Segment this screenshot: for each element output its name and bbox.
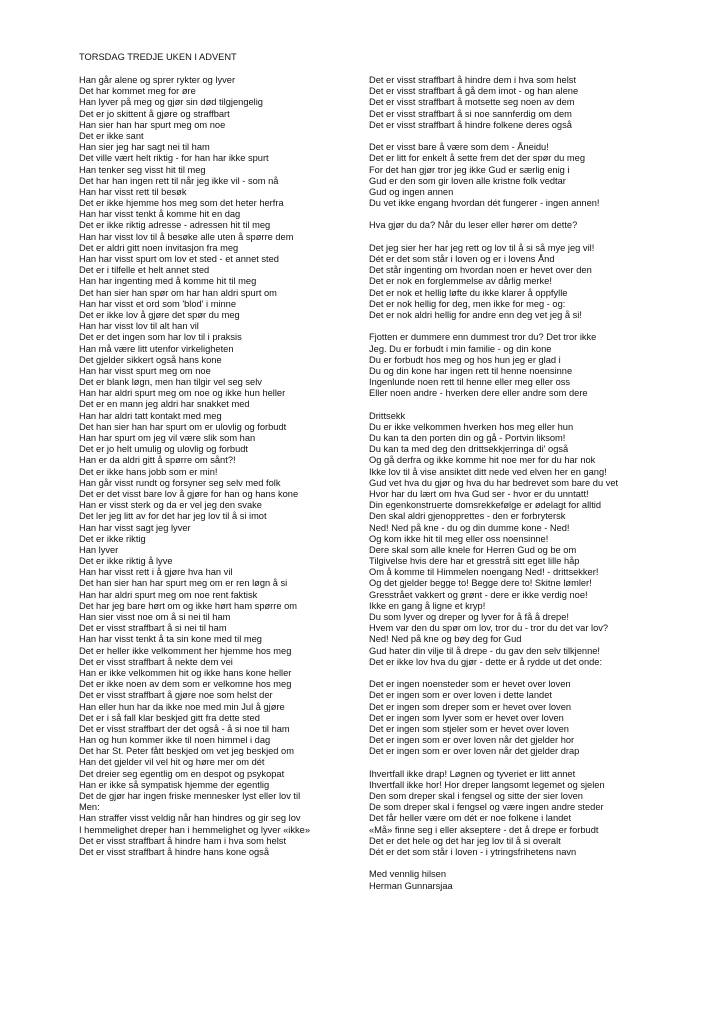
text-line: Det er ikke riktig adresse - adressen hit til meg bbox=[79, 220, 271, 231]
text-line: For det han gjør tror jeg ikke Gud er særlig enig i bbox=[369, 164, 570, 175]
text-line: Gresstrået vakkert og grønt - dere er ikke verdig noe! bbox=[369, 589, 588, 600]
text-line: Men: bbox=[79, 802, 100, 813]
text-line: Han er da aldri gitt å spørre om sånt?! bbox=[79, 455, 236, 466]
text-line: Med vennlig hilsen bbox=[369, 869, 447, 880]
text-line: Det har St. Peter fått beskjed om vet jeg beskjed om bbox=[79, 746, 294, 757]
text-line: Gud og ingen annen bbox=[369, 186, 454, 197]
text-line: Han og hun kommer ikke til noen himmel i dag bbox=[79, 735, 271, 746]
text-line: Det er ikke hans jobb som er min! bbox=[79, 466, 218, 477]
text-line: Hva gjør du da? Når du leser eller hører om dette? bbox=[369, 220, 578, 231]
text-line: Han har visst lov til å besøke alle uten å spørre dem bbox=[79, 231, 294, 242]
text-line: Han har visst lov til alt han vil bbox=[79, 321, 199, 332]
text-line: Han sier visst noe om å si nei til ham bbox=[79, 612, 231, 622]
text-line: Han det gjelder vil vel hit og høre mer om dét bbox=[79, 757, 265, 768]
text-line: Det er visst straffbart å gjøre noe som helst der bbox=[79, 690, 273, 701]
text-line: Han går alene og sprer rykter og lyver bbox=[79, 75, 236, 85]
text-line: Han har visst tenkt å komme hit en dag bbox=[79, 209, 241, 220]
text-line: Det er ikke riktig å lyve bbox=[79, 556, 173, 567]
text-line: Han har visst rett i å gjøre hva han vil bbox=[79, 567, 233, 578]
text-line: Det er det ingen som har lov til i praksis bbox=[79, 332, 242, 343]
text-line: Han straffer visst veldig når han hindres og gir seg lov bbox=[79, 813, 301, 824]
blank-line bbox=[369, 321, 649, 332]
text-line: Han har visst spurt meg om noe bbox=[79, 365, 211, 376]
text-line: Det har jeg bare hørt om og ikke hørt ham spørre om bbox=[79, 600, 298, 611]
text-line: Din egenkonstruerte domsrekkefølge er ødelagt for alltid bbox=[369, 500, 602, 511]
text-line: Gud er den som gir loven alle kristne folk vedtar bbox=[369, 175, 566, 186]
text-line: Du som lyver og dreper og lyver for å få å drepe! bbox=[369, 612, 569, 622]
text-line: Det han sier han spør om har han aldri spurt om bbox=[79, 287, 277, 298]
text-line: Han har visst sagt jeg lyver bbox=[79, 522, 191, 533]
text-line: Han eller hun har da ikke noe med min Jul å gjøre bbox=[79, 701, 285, 712]
page-title: TORSDAG TREDJE UKEN I ADVENT bbox=[79, 52, 237, 62]
text-line: Det ler jeg litt av for det har jeg lov til å si imot bbox=[79, 511, 267, 522]
text-line: Herman Gunnarsjaa bbox=[369, 880, 453, 891]
text-line: Han har visst et ord som 'blod' i minne bbox=[79, 298, 237, 309]
text-line: Det er det visst bare lov å gjøre for han og hans kone bbox=[79, 488, 299, 499]
right-column bbox=[369, 75, 649, 892]
text-line: Det er en mann jeg aldri har snakket med bbox=[79, 399, 250, 410]
text-line: Han har ingenting med å komme hit til meg bbox=[79, 276, 257, 287]
text-line: Det er visst straffbart å motsette seg noen av dem bbox=[369, 97, 575, 108]
text-line: Det de gjør har ingen friske mennesker lyst eller lov til bbox=[79, 791, 301, 801]
blank-line bbox=[369, 232, 649, 243]
text-line: Det er det hele og det har jeg lov til å si overalt bbox=[369, 835, 561, 846]
blank-line bbox=[369, 668, 649, 679]
text-line: Det er ikke hjemme hos meg som det heter herfra bbox=[79, 198, 284, 209]
text-line: Det er jo helt umulig og ulovlig og forbudt bbox=[79, 444, 248, 455]
text-line: Det er ingen som lyver som er hevet over loven bbox=[369, 712, 564, 723]
text-line: Det er ingen som er over loven når det gjelder drap bbox=[369, 746, 580, 757]
text-line: Det er nok hellig for deg, men ikke for meg - og: bbox=[369, 298, 566, 309]
text-line: Gud hater din vilje til å drepe - du gav den selv tilkjenne! bbox=[369, 645, 601, 656]
text-line: Og kom ikke hit til meg eller oss noensinne! bbox=[369, 533, 549, 544]
text-line: Det er visst straffbart å hindre dem i hva som helst bbox=[369, 75, 577, 85]
blank-line bbox=[369, 399, 649, 410]
text-line: Det har kommet meg for øre bbox=[79, 86, 196, 97]
text-line: Den skal aldri gjenopprettes - den er forbrytersk bbox=[369, 511, 566, 522]
text-line: Han er ikke så sympatisk hjemme der egentlig bbox=[79, 779, 270, 790]
text-line: Ikke lov til å vise ansiktet ditt nede ved elven her en gang! bbox=[369, 466, 607, 477]
text-line: Om å komme til Himmelen noengang Ned! - drittsekker! bbox=[369, 567, 599, 578]
text-line: Fjotten er dummere enn dummest tror du? Det tror ikke bbox=[369, 332, 597, 343]
text-line: Det ville vært helt riktig - for han har ikke spurt bbox=[79, 153, 269, 164]
text-line: Det er visst straffbart å hindre ham i hva som helst bbox=[79, 835, 287, 846]
text-line: Han er ikke velkommen hit og ikke hans kone heller bbox=[79, 667, 292, 678]
text-line: Det er i tilfelle et helt annet sted bbox=[79, 265, 210, 276]
text-line: Det han sier han har spurt meg om er ren løgn å si bbox=[79, 578, 288, 589]
text-line: Han har aldri spurt meg om noe rent faktisk bbox=[79, 589, 258, 600]
text-line: Det gjelder sikkert også hans kone bbox=[79, 354, 222, 365]
text-line: Det er nok en forglemmelse av dårlig merke! bbox=[369, 276, 552, 287]
text-line: Hvor har du lært om hva Gud ser - hvor er du unntatt! bbox=[369, 488, 589, 499]
blank-line bbox=[369, 209, 649, 220]
text-line: Han sier jeg har sagt nei til ham bbox=[79, 142, 210, 153]
text-line: Gud vet hva du gjør og hva du har bedrevet som bare du vet bbox=[369, 477, 619, 488]
text-line: Det er visst straffbart å gå dem imot - og han alene bbox=[369, 86, 579, 97]
text-line: Han tenker seg visst hit til meg bbox=[79, 164, 206, 175]
text-line: Han må være litt utenfor virkeligheten bbox=[79, 343, 234, 354]
text-line: Det jeg sier her har jeg rett og lov til å si så mye jeg vil! bbox=[369, 242, 595, 253]
text-line: Det er blank løgn, men han tilgir vel seg selv bbox=[79, 377, 262, 388]
text-line: Han er visst sterk og da er vel jeg den svake bbox=[79, 500, 262, 511]
text-line: Det er ikke riktig bbox=[79, 533, 146, 544]
text-line: Det er ikke noen av dem som er velkomne hos meg bbox=[79, 679, 292, 690]
blank-line bbox=[369, 757, 649, 768]
blank-line bbox=[369, 131, 649, 142]
text-line: Han har aldri spurt meg om noe og ikke hun heller bbox=[79, 388, 286, 399]
text-line: Det er ikke lov å gjøre det spør du meg bbox=[79, 309, 240, 320]
text-line: De som dreper skal i fengsel og være ingen andre steder bbox=[369, 802, 604, 813]
text-line: Dere skal som alle knele for Herren Gud og be om bbox=[369, 544, 577, 555]
text-line: Du vet ikke engang hvordan dét fungerer - ingen annen! bbox=[369, 198, 600, 209]
text-line: Det får heller være om dét er noe folkene i landet bbox=[369, 813, 572, 824]
text-line: Det er aldri gitt noen invitasjon fra meg bbox=[79, 242, 239, 253]
text-line: Det er heller ikke velkomment her hjemme hos meg bbox=[79, 645, 292, 656]
text-line: Det er ikke lov hva du gjør - dette er å rydde ut det onde: bbox=[369, 656, 603, 667]
text-line: Det er ingen som er over loven i dette landet bbox=[369, 690, 552, 701]
text-line: Du er ikke velkommen hverken hos meg eller hun bbox=[369, 421, 574, 432]
text-line: Han lyver bbox=[79, 544, 119, 555]
text-line: Det er jo skittent å gjøre og straffbart bbox=[79, 108, 230, 119]
text-line: Det er nok aldri hellig for andre enn deg vet jeg å si! bbox=[369, 309, 582, 320]
left-column bbox=[79, 75, 359, 858]
text-line: Eller noen andre - hverken dere eller andre som dere bbox=[369, 388, 588, 399]
text-line: Det er visst straffbart å si nei til ham bbox=[79, 623, 227, 634]
text-line: Han har aldri tatt kontakt med meg bbox=[79, 410, 222, 421]
text-line: Ikke en gang å ligne et kryp! bbox=[369, 600, 486, 611]
text-line: Det er ikke sant bbox=[79, 130, 144, 141]
text-line: Tilgivelse hvis dere har et gresstrå sitt eget lille håp bbox=[369, 556, 580, 567]
text-line: Ned! Ned på kne og bøy deg for Gud bbox=[369, 634, 522, 645]
text-line: Det er i så fall klar beskjed gitt fra dette sted bbox=[79, 712, 260, 723]
text-line: Det er ingen som er over loven når det gjelder hor bbox=[369, 735, 575, 746]
text-line: Du kan ta med deg den drittsekkjerringa di' også bbox=[369, 444, 569, 455]
text-line: Ihvertfall ikke hor! Hor dreper langsomt legemet og sjelen bbox=[369, 779, 605, 790]
text-line: Han har visst tenkt å ta sin kone med til meg bbox=[79, 634, 262, 645]
text-line: Ned! Ned på kne - du og din dumme kone - Ned! bbox=[369, 522, 570, 533]
text-line: «Må» finne seg i eller akseptere - det å drepe er forbudt bbox=[369, 824, 599, 835]
text-line: Det er ingen som dreper som er hevet over loven bbox=[369, 701, 572, 712]
text-line: Det er nok et hellig løfte du ikke klarer å oppfylle bbox=[369, 287, 568, 298]
text-line: Ingenlunde noen rett til henne eller meg eller oss bbox=[369, 377, 571, 388]
text-line: Det dreier seg egentlig om en despot og psykopat bbox=[79, 768, 285, 779]
text-line: Det er visst bare å være som dem - Åneidu! bbox=[369, 142, 549, 153]
text-line: Det er visst straffbart å si noe sannferdig om dem bbox=[369, 108, 572, 119]
text-line: Han har visst spurt om lov et sted - et annet sted bbox=[79, 254, 279, 264]
text-line: Hvem var den du spør om lov, tror du - tror du det var lov? bbox=[369, 623, 609, 634]
blank-line bbox=[369, 858, 649, 869]
text-line: Han lyver på meg og gjør sin død tilgjengelig bbox=[79, 97, 263, 108]
text-line: Det er litt for enkelt å sette frem det der spør du meg bbox=[369, 153, 585, 164]
text-line: Jeg. Du er forbudt i min familie - og din kone bbox=[369, 343, 552, 354]
text-line: Dét er det som står i loven og er i lovens Ånd bbox=[369, 254, 555, 264]
text-line: Det er visst straffbart å nekte dem vei bbox=[79, 656, 233, 667]
text-line: Dét er det som står i loven - i ytringsfrihetens navn bbox=[369, 846, 577, 857]
text-line: Du og din kone har ingen rett til henne noensinne bbox=[369, 365, 573, 376]
text-line: Og gå derfra og ikke komme hit noe mer for du har nok bbox=[369, 455, 596, 466]
text-line: Det han sier han har spurt om er ulovlig og forbudt bbox=[79, 421, 287, 432]
text-line: Det er ingen noensteder som er hevet over loven bbox=[369, 679, 571, 690]
text-line: Den som dreper skal i fengsel og sitte der sier loven bbox=[369, 791, 583, 801]
text-line: Han går visst rundt og forsyner seg selv med folk bbox=[79, 477, 281, 488]
text-line: Det er visst straffbart å hindre folkene deres også bbox=[369, 119, 572, 130]
text-line: Du er forbudt hos meg og hos hun jeg er glad i bbox=[369, 354, 561, 365]
text-line: Drittsekk bbox=[369, 410, 406, 421]
text-line: Det er visst straffbart der det også - å si noe til ham bbox=[79, 723, 290, 734]
text-line: Og det gjelder begge to! Begge dere to! Skitne lømler! bbox=[369, 578, 592, 589]
text-line: Det er ingen som stjeler som er hevet over loven bbox=[369, 723, 569, 734]
text-line: Det er visst straffbart å hindre hans kone også bbox=[79, 846, 270, 857]
text-line: I hemmelighet dreper han i hemmelighet og lyver «ikke» bbox=[79, 824, 310, 835]
text-line: Du kan ta den porten din og gå - Portvin liksom! bbox=[369, 433, 566, 443]
text-line: Han har spurt om jeg vil være slik som han bbox=[79, 433, 256, 443]
text-line: Han sier han har spurt meg om noe bbox=[79, 119, 226, 130]
text-line: Det har han ingen rett til når jeg ikke vil - som nå bbox=[79, 175, 279, 186]
text-line: Han har visst rett til besøk bbox=[79, 186, 187, 197]
text-line: Det står ingenting om hvordan noen er hevet over den bbox=[369, 265, 592, 276]
text-line: Ihvertfall ikke drap! Løgnen og tyveriet er litt annet bbox=[369, 768, 576, 779]
